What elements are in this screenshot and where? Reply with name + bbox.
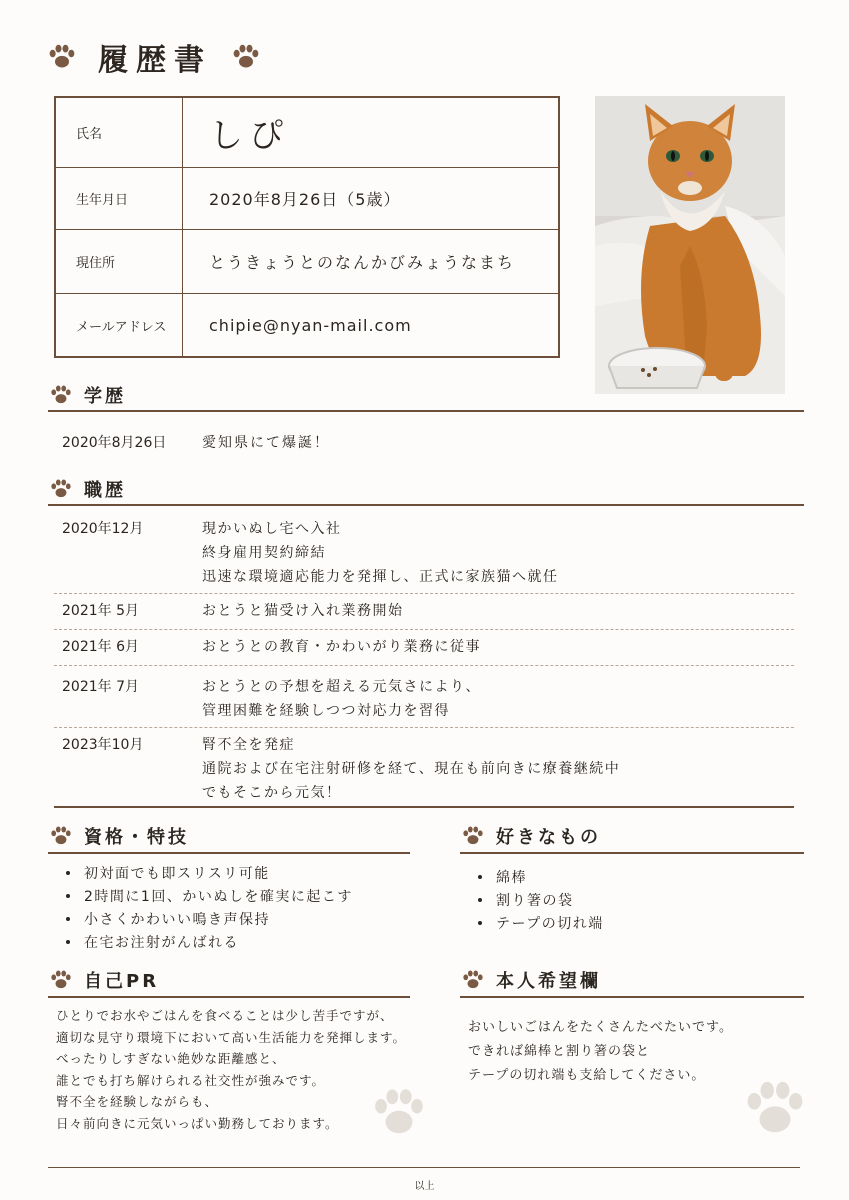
birth-label: 生年月日 [56,168,183,229]
email-label: メールアドレス [56,294,183,356]
wishes-line: テープの切れ端も支給してください。 [468,1068,706,1083]
list-item: テープの切れ端 [478,911,604,934]
paw-icon [232,44,260,70]
career-line: 現かいぬし宅へ入社 [202,521,342,537]
page-title: 履歴書 [98,43,212,78]
list-item: 在宅お注射がんばれる [66,930,353,953]
career-line: 迅速な環境適応能力を発揮し、正式に家族猫へ就任 [202,569,559,585]
paw-icon [462,970,484,990]
skills-list [66,861,353,953]
career-entry [54,518,794,594]
career-line: 腎不全を発症 [202,737,295,753]
email-row [56,294,558,356]
wishes-heading [460,964,804,998]
name-label: 氏名 [56,98,183,167]
name-row [56,98,558,168]
list-item: 初対面でも即スリスリ可能 [66,861,353,884]
birth-value: 2020年8月26日（5歳） [209,190,401,209]
paw-watermark-icon [372,1088,426,1138]
skills-heading-text: 資格・特技 [84,827,189,848]
education-date: 2020年8月26日 [62,435,167,451]
career-line: 管理困難を経験しつつ対応力を習得 [202,703,450,719]
pr-heading-text: 自己PR [84,971,160,992]
career-date: 2023年10月 [62,737,144,753]
likes-heading [460,820,804,854]
career-entry [54,636,794,666]
career-line: おとうとの教育・かわいがり業務に従事 [202,639,481,655]
likes-heading-text: 好きなもの [496,827,601,848]
wishes-line: できれば綿棒と割り箸の袋と [468,1044,651,1059]
birth-row [56,168,558,230]
career-entry [54,600,794,630]
career-entry [54,676,794,728]
career-heading [48,474,804,506]
career-line: おとうと猫受け入れ業務開始 [202,603,404,619]
pr-text [56,1006,406,1135]
education-heading [48,380,804,412]
education-heading-text: 学歴 [84,386,126,407]
wishes-line: おいしいごはんをたくさんたべたいです。 [468,1020,733,1035]
pr-heading [48,964,410,998]
career-line: 通院および在宅注射研修を経て、現在も前向きに療養継続中 [202,761,621,777]
paw-icon [50,385,72,405]
career-entry [54,734,794,808]
address-label: 現住所 [56,230,183,293]
pr-line: 腎不全を経験しながらも、 [56,1094,219,1109]
address-row [56,230,558,294]
skills-heading [48,820,410,854]
likes-list [478,865,604,934]
career-date: 2021年 6月 [62,639,139,655]
pr-line: 日々前向きに元気いっぱい勤務しております。 [56,1115,339,1131]
title-row [48,32,260,82]
profile-photo [595,96,785,394]
paw-icon [50,970,72,990]
email-value: chipie@nyan-mail.com [209,315,412,335]
paw-icon [462,826,484,846]
footer-divider [48,1167,800,1168]
pr-line: 誰とでも打ち解けられる社交性が強みです。 [56,1072,326,1088]
paw-icon [50,826,72,846]
list-item: 小さくかわいい鳴き声保持 [66,907,353,930]
paw-icon [48,44,76,70]
career-line: おとうとの予想を超える元気さにより、 [202,679,481,695]
career-heading-text: 職歴 [84,480,126,501]
career-date: 2020年12月 [62,521,144,537]
address-value: とうきょうとのなんかびみょうなまち [209,253,516,272]
career-date: 2021年 5月 [62,603,139,619]
profile-table [54,96,560,358]
footer-text: 以上 [414,1181,435,1192]
list-item: 2時間に1回、かいぬしを確実に起こす [66,884,353,907]
list-item: 綿棒 [478,865,604,888]
list-item: 割り箸の袋 [478,888,604,911]
paw-icon [50,479,72,499]
name-value: しぴ [209,116,289,156]
career-line: でもそこから元気！ [202,785,342,801]
pr-line: 適切な見守り環境下において高い生活能力を発揮します。 [56,1029,407,1045]
pr-line: ひとりでお水やごはんを食べることは少し苦手ですが、 [56,1008,394,1023]
wishes-text [468,1016,733,1088]
pr-line: べったりしすぎない絶妙な距離感と、 [56,1051,286,1066]
career-date: 2021年 7月 [62,679,139,695]
education-text: 愛知県にて爆誕！ [202,435,330,451]
paw-watermark-icon [744,1080,806,1138]
career-line: 終身雇用契約締結 [202,545,326,561]
wishes-heading-text: 本人希望欄 [496,971,601,992]
education-entry [62,432,330,452]
